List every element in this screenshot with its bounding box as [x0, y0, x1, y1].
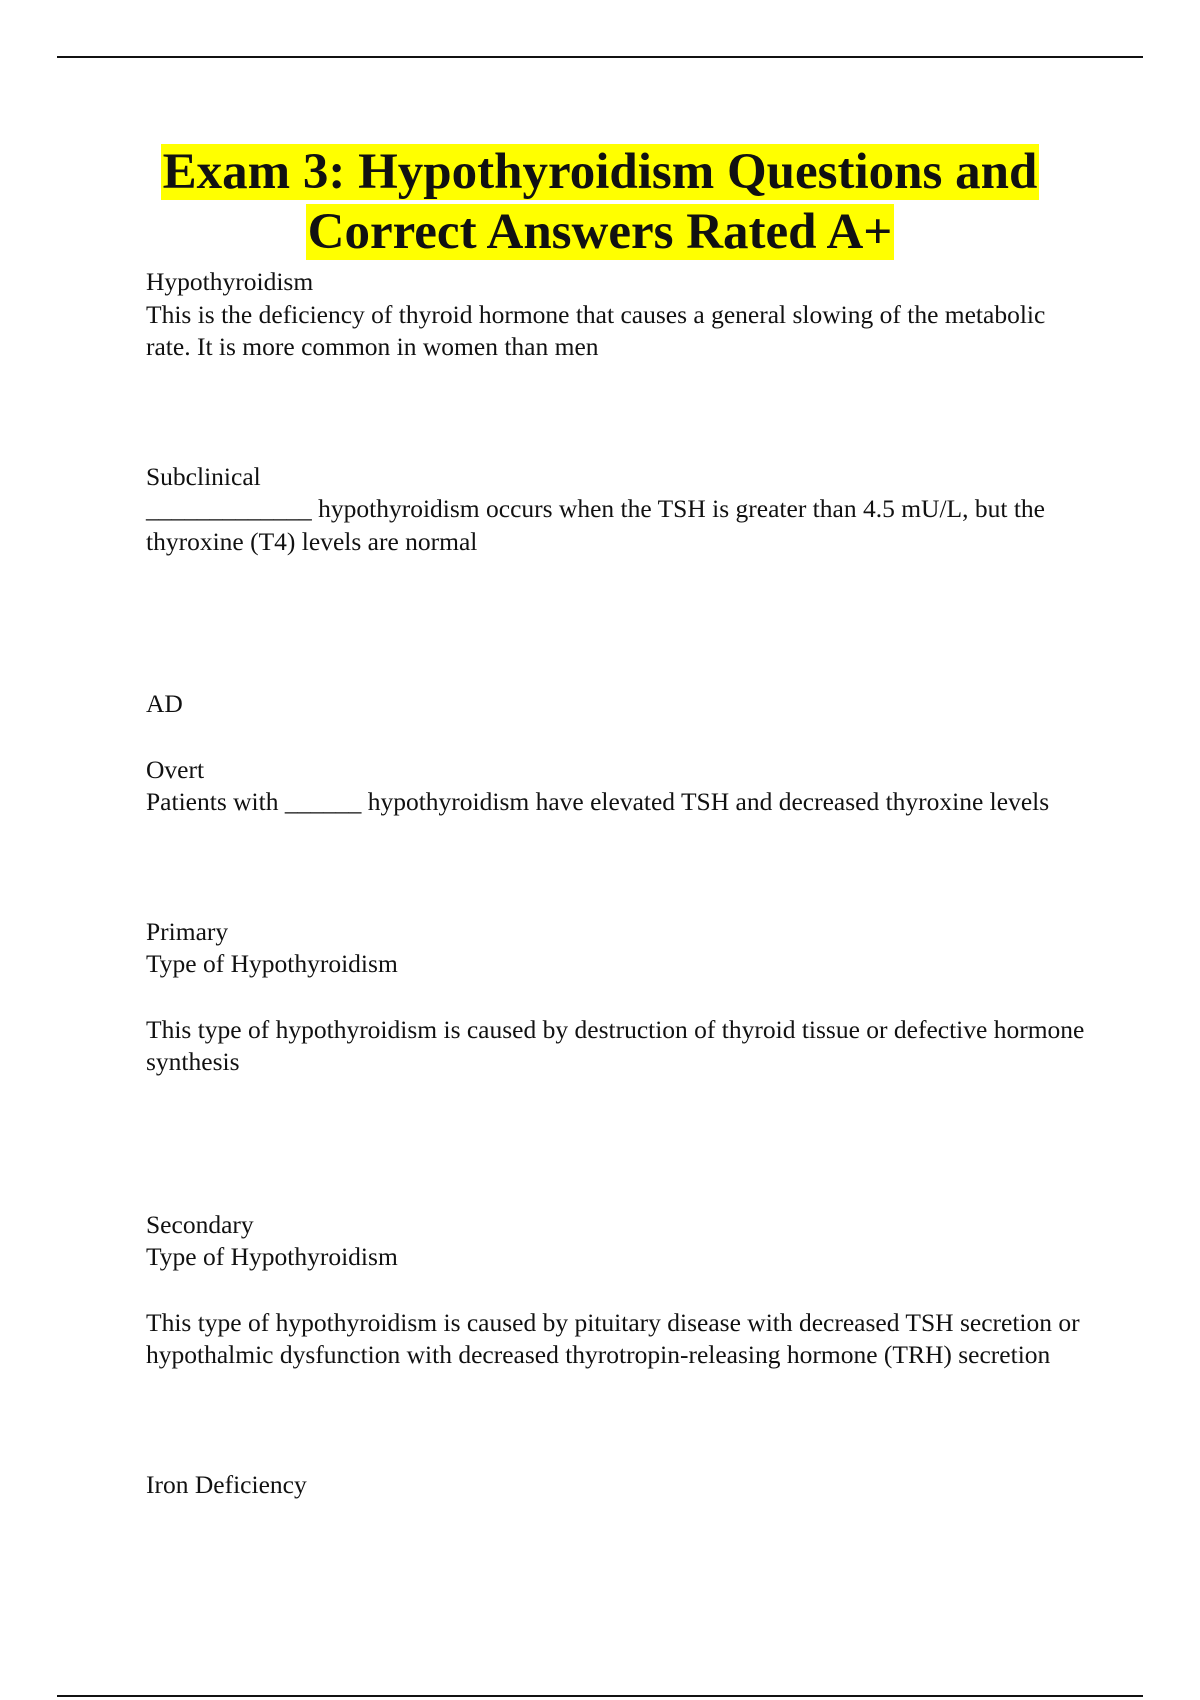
- card-definition: _____________ hypothyroidism occurs when the TSH is greater than 4.5 mU/L, but the thyroxine (T4) levels are normal: [146, 494, 1045, 556]
- card-definition: This type of hypothyroidism is caused by destruction of thyroid tissue or defective hormone synthesis: [146, 1014, 1085, 1076]
- card-hypothyroidism: [146, 266, 1086, 364]
- card-iron-deficiency: [146, 1469, 1086, 1502]
- card-ad: [146, 688, 1086, 721]
- card-definition: This type of hypothyroidism is caused by pituitary disease with decreased TSH secretion or hypothalmic dysfunction with decreased thyrotropin-releasing hormone (TRH) secretion: [146, 1307, 1080, 1369]
- card-term: Subclinical: [146, 461, 261, 491]
- header-rule: [57, 56, 1143, 58]
- flashcard-list: [146, 266, 1086, 1501]
- card-term: AD: [146, 689, 183, 718]
- spacer: [146, 1079, 1086, 1176]
- spacer: [146, 819, 1086, 916]
- card-secondary: [146, 1209, 1086, 1372]
- footer-rule: [57, 1695, 1143, 1697]
- spacer: [146, 1176, 1086, 1209]
- spacer: [146, 558, 1086, 655]
- card-term: Overt: [146, 754, 205, 784]
- spacer: [146, 981, 1086, 1014]
- card-term: Iron Deficiency: [146, 1469, 307, 1499]
- card-definition: This is the deficiency of thyroid hormone that causes a general slowing of the metabolic rate. It is more common in women than men: [146, 299, 1046, 361]
- spacer: [146, 1274, 1086, 1307]
- spacer: [146, 1372, 1086, 1469]
- spacer: [146, 721, 1086, 754]
- title-line-1: Exam 3: Hypothyroidism Questions and: [162, 144, 1038, 200]
- spacer: [146, 364, 1086, 461]
- card-subtitle: Type of Hypothyroidism: [146, 949, 398, 978]
- spacer: [146, 655, 1086, 688]
- card-overt: [146, 754, 1086, 819]
- card-subtitle: Type of Hypothyroidism: [146, 1242, 398, 1271]
- card-term: Primary: [146, 916, 229, 946]
- card-term: Secondary: [146, 1209, 254, 1239]
- card-term: Hypothyroidism: [146, 267, 314, 296]
- card-definition: Patients with ______ hypothyroidism have elevated TSH and decreased thyroxine levels: [146, 787, 1050, 816]
- title-line-2: Correct Answers Rated A+: [307, 204, 893, 260]
- document-title: [100, 142, 1100, 262]
- card-primary: [146, 916, 1086, 1079]
- card-subclinical: [146, 461, 1086, 559]
